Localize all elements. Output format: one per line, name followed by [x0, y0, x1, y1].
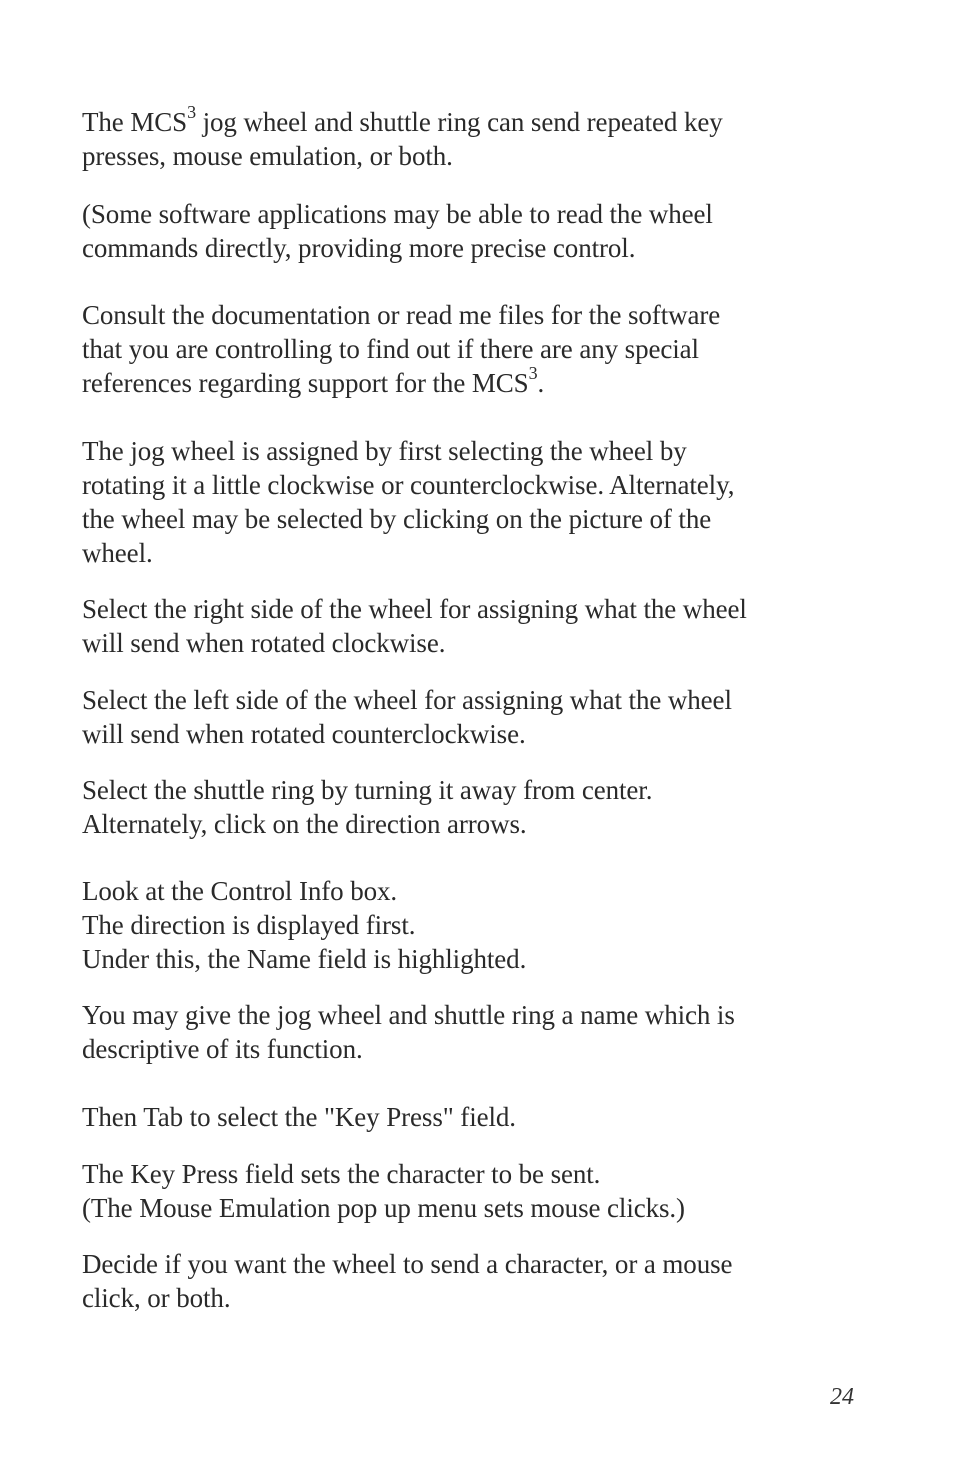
paragraph-control-info: [82, 874, 872, 976]
paragraph-decide: [82, 1247, 872, 1315]
paragraph-key-press-field: [82, 1157, 872, 1225]
page-number: 24: [830, 1384, 854, 1410]
text-line: wheel.: [82, 538, 153, 568]
text-line: (The Mouse Emulation pop up menu sets mouse clicks.): [82, 1193, 685, 1223]
superscript: 3: [528, 363, 538, 383]
text-line: Decide if you want the wheel to send a character, or a mouse: [82, 1249, 733, 1279]
text-line: Select the left side of the wheel for assigning what the wheel: [82, 685, 732, 715]
text-line: Then Tab to select the "Key Press" field.: [82, 1102, 516, 1132]
text-line: Look at the Control Info box.: [82, 876, 398, 906]
text-line: You may give the jog wheel and shuttle ring a name which is: [82, 1000, 735, 1030]
superscript: 3: [187, 102, 196, 122]
paragraph-left-side: [82, 683, 872, 751]
text-line: presses, mouse emulation, or both.: [82, 141, 453, 171]
text-line: The jog wheel is assigned by first selecting the wheel by: [82, 436, 687, 466]
paragraph-jog-wheel-assign: [82, 434, 872, 570]
text-line: Select the shuttle ring by turning it away from center.: [82, 775, 653, 805]
text-line: [82, 102, 872, 139]
text-line: will send when rotated clockwise.: [82, 628, 446, 658]
paragraph-right-side: [82, 592, 872, 660]
text-line: Alternately, click on the direction arrows.: [82, 809, 527, 839]
paragraph-tab-key-press: [82, 1100, 872, 1134]
text-line: that you are controlling to find out if there are any special: [82, 334, 699, 364]
paragraph-software-note: [82, 197, 872, 265]
paragraph-intro: [82, 102, 872, 173]
text-fragment: .: [537, 368, 545, 398]
text-fragment: references regarding support for the MCS: [82, 368, 529, 398]
paragraph-shuttle-ring: [82, 773, 872, 841]
text-line: click, or both.: [82, 1283, 231, 1313]
text-line: (Some software applications may be able to read the wheel: [82, 199, 713, 229]
text-line: Consult the documentation or read me files for the software: [82, 300, 721, 330]
paragraph-name-field: [82, 998, 872, 1066]
text-line: the wheel may be selected by clicking on the picture of the: [82, 504, 712, 534]
text-line: Select the right side of the wheel for assigning what the wheel: [82, 594, 747, 624]
text-line: The direction is displayed first.: [82, 910, 416, 940]
text-line: The Key Press field sets the character to be sent.: [82, 1159, 601, 1189]
text-fragment: The MCS: [82, 107, 188, 137]
text-line: commands directly, providing more precise control.: [82, 233, 636, 263]
text-line: [82, 363, 872, 400]
text-line: descriptive of its function.: [82, 1034, 363, 1064]
text-line: Under this, the Name field is highlighted.: [82, 944, 527, 974]
paragraph-consult-docs: [82, 298, 872, 400]
text-fragment: jog wheel and shuttle ring can send repeated key: [195, 107, 723, 137]
text-line: will send when rotated counterclockwise.: [82, 719, 526, 749]
text-line: rotating it a little clockwise or counterclockwise. Alternately,: [82, 470, 735, 500]
